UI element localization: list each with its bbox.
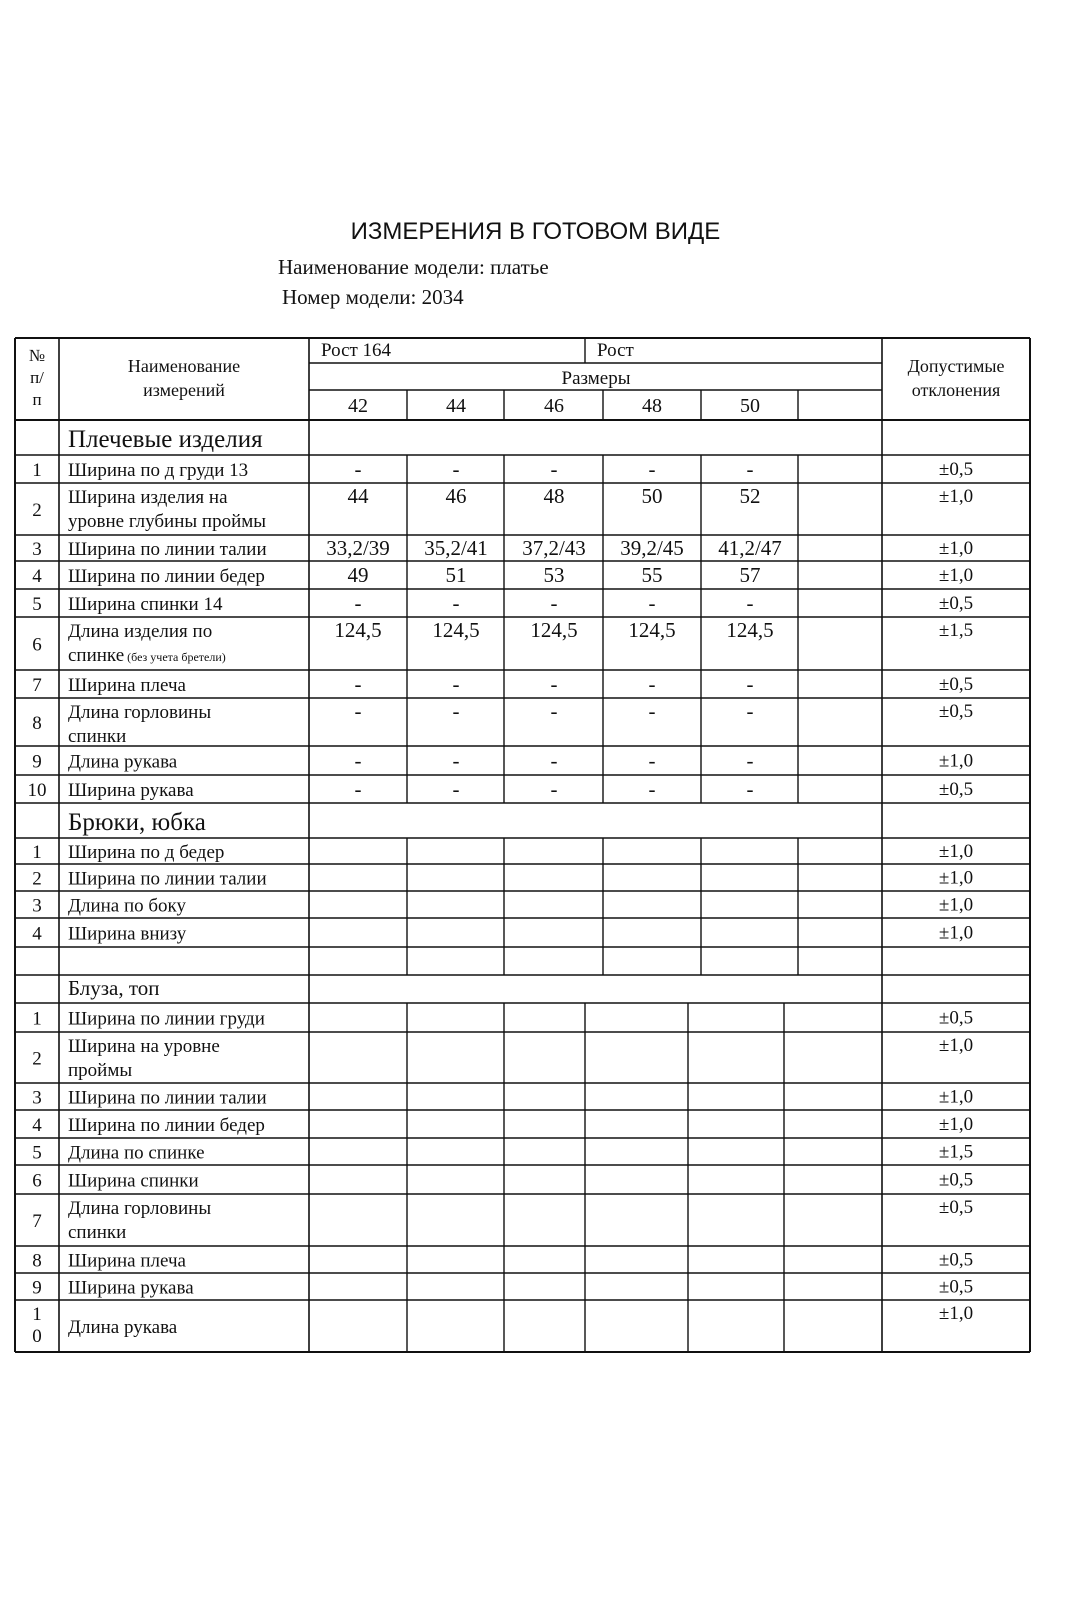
row-value: - — [648, 672, 656, 696]
row-tolerance: ±1,0 — [938, 1086, 974, 1108]
row-number: 5 — [32, 594, 42, 615]
section-title: Блуза, топ — [68, 976, 160, 1000]
row-tolerance: ±1,0 — [938, 841, 974, 862]
row-value: - — [354, 748, 362, 773]
row-tolerance: ±0,5 — [938, 674, 974, 695]
row-number: 7 — [32, 675, 42, 696]
row-name: Ширина по линии талии — [68, 868, 267, 890]
row-name: Ширина изделия на — [68, 487, 228, 508]
header-num-label: п/ — [30, 368, 44, 387]
row-value: - — [354, 591, 362, 615]
row-tolerance: ±0,5 — [938, 593, 974, 614]
row-value: - — [648, 699, 656, 723]
row-value: - — [746, 457, 754, 481]
row-number: 0 — [32, 1326, 42, 1347]
row-value: - — [550, 748, 558, 773]
row-value: 35,2/41 — [424, 536, 488, 560]
row-name: Ширина плеча — [68, 675, 186, 696]
row-number: 1 — [32, 1304, 42, 1325]
row-number: 3 — [32, 539, 42, 560]
row-name: Ширина на уровне — [68, 1036, 220, 1057]
row-name: Ширина плеча — [68, 1250, 186, 1272]
row-value: 44 — [347, 484, 369, 508]
row-name: Ширина спинки — [68, 1170, 199, 1192]
row-value: 49 — [347, 563, 369, 587]
row-name: Длина рукава — [68, 751, 178, 773]
row-name: Ширина по линии талии — [68, 539, 267, 560]
header-tolerance-label: отклонения — [911, 380, 1001, 400]
row-value: 55 — [641, 563, 663, 587]
row-number: 4 — [32, 1115, 42, 1136]
row-tolerance: ±1,5 — [938, 1141, 974, 1163]
row-value: - — [746, 672, 754, 696]
header-num-label: п — [32, 390, 42, 409]
row-tolerance: ±1,0 — [938, 1303, 974, 1324]
row-tolerance: ±1,0 — [938, 750, 974, 772]
row-tolerance: ±0,5 — [938, 1197, 974, 1218]
row-value: - — [452, 672, 460, 696]
row-number: 2 — [32, 1048, 42, 1070]
row-name: Ширина рукава — [68, 780, 194, 801]
row-name: Длина по боку — [68, 895, 187, 917]
row-value: 57 — [739, 563, 761, 587]
model-number: Номер модели: 2034 — [282, 285, 464, 309]
row-value: - — [452, 591, 460, 615]
row-name: Длина изделия по — [68, 621, 213, 642]
row-value: - — [550, 457, 558, 481]
row-name: Ширина рукава — [68, 1277, 194, 1299]
header-size-44: 44 — [446, 395, 466, 417]
row-value: - — [452, 748, 460, 773]
header-height-164: Рост 164 — [321, 340, 392, 361]
header-tolerance-label: Допустимые — [907, 356, 1005, 376]
row-tolerance: ±1,0 — [938, 867, 974, 889]
row-name: Ширина по линии талии — [68, 1087, 267, 1109]
row-name: спинки — [68, 1222, 127, 1243]
row-number: 5 — [32, 1142, 42, 1164]
row-value: - — [452, 699, 460, 723]
row-value: - — [648, 748, 656, 773]
row-number: 3 — [32, 1087, 42, 1109]
row-value: - — [648, 777, 656, 801]
row-name: Ширина спинки 14 — [68, 594, 223, 615]
row-value: - — [550, 591, 558, 615]
model-name: Наименование модели: платье — [278, 255, 549, 279]
row-value: 52 — [739, 484, 761, 508]
row-value: 50 — [641, 484, 663, 508]
row-name: Ширина по линии груди — [68, 1008, 265, 1030]
row-name: Ширина по д груди 13 — [68, 460, 249, 481]
row-value: - — [746, 777, 754, 801]
row-value: - — [354, 672, 362, 696]
row-number: 6 — [32, 1170, 42, 1192]
row-value: 39,2/45 — [620, 536, 684, 560]
row-value: 124,5 — [432, 618, 480, 642]
row-number: 8 — [32, 713, 42, 734]
row-value: 124,5 — [530, 618, 578, 642]
row-tolerance: ±1,0 — [938, 922, 974, 944]
row-value: - — [452, 777, 460, 801]
row-tolerance: ±0,5 — [938, 1276, 974, 1298]
row-number: 9 — [32, 1277, 42, 1299]
row-name: Ширина по линии бедер — [68, 566, 265, 587]
row-number: 2 — [32, 500, 42, 521]
row-value: - — [648, 457, 656, 481]
row-value: 124,5 — [334, 618, 382, 642]
row-tolerance: ±0,5 — [938, 779, 974, 800]
row-name: Ширина внизу — [68, 923, 187, 945]
row-name: Ширина по линии бедер — [68, 1115, 265, 1136]
row-value: 37,2/43 — [522, 536, 586, 560]
row-name-note: (без учета бретели) — [124, 650, 226, 664]
header-height-2: Рост — [597, 340, 634, 361]
row-tolerance: ±1,0 — [938, 1114, 974, 1135]
header-num-label: № — [28, 346, 46, 365]
row-name: спинке (без учета бретели) — [68, 645, 226, 666]
header-size-42: 42 — [348, 395, 368, 417]
row-value: - — [354, 699, 362, 723]
row-tolerance: ±1,0 — [938, 1035, 974, 1056]
row-number: 1 — [32, 1008, 42, 1030]
row-number: 10 — [27, 780, 47, 801]
row-value: 124,5 — [628, 618, 676, 642]
row-value: 48 — [543, 484, 565, 508]
row-value: 124,5 — [726, 618, 774, 642]
header-sizes-label: Размеры — [561, 368, 631, 389]
header-size-50: 50 — [740, 395, 760, 417]
row-name: проймы — [68, 1060, 133, 1081]
row-value: - — [354, 777, 362, 801]
row-value: 46 — [445, 484, 467, 508]
row-tolerance: ±1,0 — [938, 565, 974, 586]
row-tolerance: ±1,0 — [938, 486, 974, 507]
header-size-46: 46 — [544, 395, 564, 417]
row-number: 6 — [32, 634, 42, 656]
row-value: - — [746, 748, 754, 773]
row-name: Длина горловины — [68, 1198, 212, 1219]
row-tolerance: ±1,0 — [938, 538, 974, 559]
row-tolerance: ±0,5 — [938, 459, 974, 480]
row-number: 3 — [32, 895, 42, 917]
row-number: 8 — [32, 1250, 42, 1272]
row-number: 7 — [32, 1211, 42, 1232]
row-number: 1 — [32, 460, 42, 481]
row-value: - — [746, 699, 754, 723]
row-tolerance: ±0,5 — [938, 701, 974, 722]
header-size-48: 48 — [642, 395, 662, 417]
row-name: Длина рукава — [68, 1317, 178, 1338]
row-value: 53 — [543, 563, 565, 587]
row-number: 9 — [32, 751, 42, 773]
row-value: - — [452, 457, 460, 481]
section-title: Брюки, юбка — [68, 809, 206, 836]
row-value: - — [550, 672, 558, 696]
row-value: 51 — [445, 563, 467, 587]
row-value: - — [648, 591, 656, 615]
row-value: 33,2/39 — [326, 536, 390, 560]
section-title: Плечевые изделия — [68, 426, 263, 453]
header-name-label: Наименование — [127, 356, 241, 376]
row-value: - — [746, 591, 754, 615]
row-tolerance: ±0,5 — [938, 1007, 974, 1029]
row-name: Длина горловины — [68, 702, 212, 723]
header-name-label: измерений — [143, 380, 225, 400]
row-name: Длина по спинке — [68, 1142, 205, 1164]
row-value: - — [354, 457, 362, 481]
page-title: ИЗМЕРЕНИЯ В ГОТОВОМ ВИДЕ — [350, 218, 721, 245]
row-number: 4 — [32, 923, 42, 945]
row-number: 1 — [32, 842, 42, 863]
row-value: 41,2/47 — [718, 536, 782, 560]
row-tolerance: ±1,5 — [938, 620, 974, 641]
row-tolerance: ±0,5 — [938, 1249, 974, 1271]
row-tolerance: ±0,5 — [938, 1169, 974, 1191]
row-name: спинки — [68, 726, 127, 747]
row-number: 2 — [32, 868, 42, 890]
row-number: 4 — [32, 566, 42, 587]
row-value: - — [550, 777, 558, 801]
row-name: уровне глубины проймы — [68, 511, 267, 532]
row-value: - — [550, 699, 558, 723]
row-tolerance: ±1,0 — [938, 894, 974, 916]
row-name: Ширина по д бедер — [68, 842, 225, 863]
